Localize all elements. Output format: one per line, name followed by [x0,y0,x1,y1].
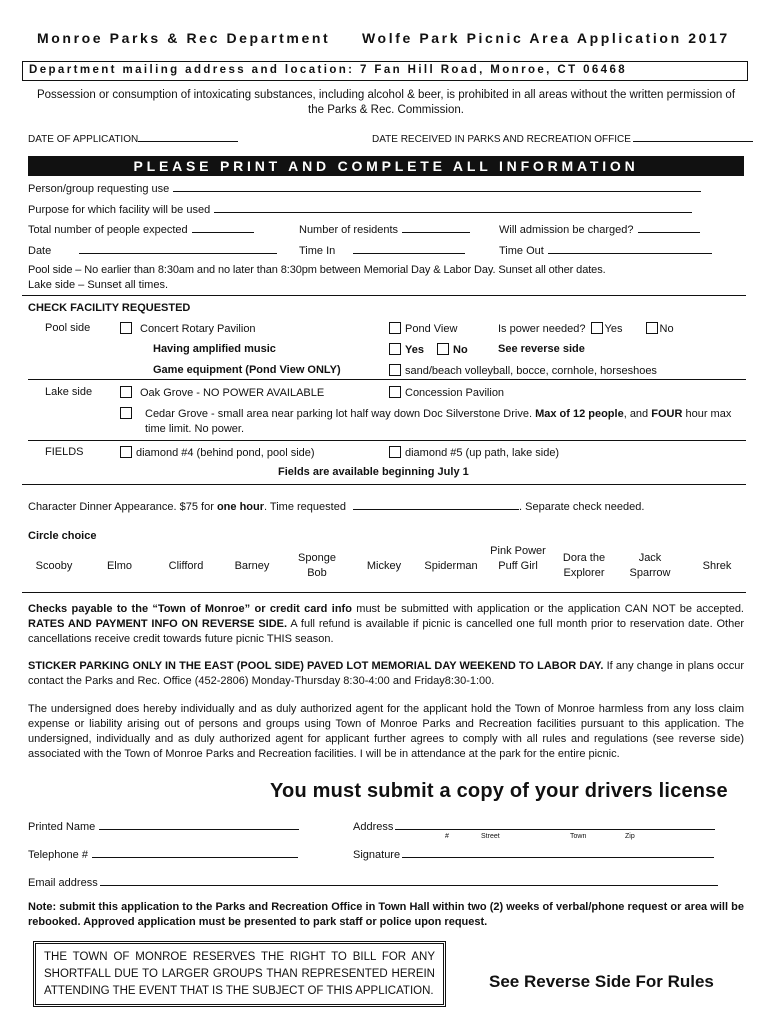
printed-name-field[interactable] [99,819,299,830]
fields-availability-note: Fields are available beginning July 1 [278,466,469,478]
amplified-yes-checkbox[interactable] [389,343,401,355]
residents-label: Number of residents [299,224,399,236]
diamond5-option[interactable] [389,446,559,459]
divider-character [22,484,746,485]
character-line [28,499,644,513]
power-question [498,322,674,335]
person-field[interactable] [173,181,701,192]
amplified-no-checkbox[interactable] [437,343,449,355]
choice-jack-sparrow[interactable]: Jack Sparrow [629,552,671,579]
address-street: Street [481,833,500,840]
sand-checkbox[interactable] [389,364,401,376]
purpose-field[interactable] [214,202,692,213]
concession-checkbox[interactable] [389,386,401,398]
admission-field[interactable] [638,222,700,233]
diamond5-checkbox[interactable] [389,446,401,458]
reserve-box [33,941,446,1007]
alcohol-notice: Possession or consumption of intoxicating substances, including alcohol & beer, is prohibited in all areas without the written permission of the Parks & Rec. Commission. [36,89,736,116]
time-out-field[interactable] [548,243,712,254]
residents-row [299,222,470,236]
choice-sponge-bob[interactable]: Sponge Bob [298,552,336,579]
purpose-label: Purpose for which facility will be used [28,204,211,216]
time-in-field[interactable] [353,243,465,254]
character-one-hour: one hour [216,501,265,513]
sticker-contact: If any change in plans occur contact the Parks and Rec. Office (452-2806) Monday-Thursday 8:30-4:00 and Friday8:30-1:00. [28,660,744,687]
choice-shrek[interactable]: Shrek [702,560,732,572]
person-row [28,181,701,195]
date-received-field[interactable] [633,131,753,142]
admission-row [499,222,700,236]
power-no-checkbox[interactable] [646,322,658,334]
choice-dora[interactable]: Dora the Explorer [562,552,606,579]
oak-checkbox[interactable] [120,386,132,398]
amplified-choice [389,343,468,356]
email-label: Email address [28,877,98,889]
oak-option[interactable] [120,386,324,399]
address-town: Town [570,833,587,840]
pond-view-option[interactable] [389,322,457,335]
circle-choice-heading: Circle choice [28,530,97,542]
see-reverse-side: See reverse side [498,343,585,355]
choice-elmo[interactable]: Elmo [106,560,133,572]
character-time-label: . Time requested [264,501,346,513]
divider-lake [28,379,746,380]
pond-view-checkbox[interactable] [389,322,401,334]
date-of-application [28,131,238,145]
cedar-four: FOUR [651,408,683,420]
admission-label: Will admission be charged? [499,224,634,236]
power-no-label: No [659,323,674,335]
power-yes-checkbox[interactable] [591,322,603,334]
fields-label: FIELDS [45,446,84,458]
checks-paragraph [28,602,744,647]
purpose-row [28,202,692,216]
diamond4-label: diamond #4 (behind pond, pool side) [136,447,315,459]
reverse-side-notice: See Reverse Side For Rules [489,972,714,991]
print-banner [28,156,744,176]
telephone-row [28,847,298,861]
time-in-label: Time In [299,245,336,257]
character-separate-check: . Separate check needed. [519,501,645,513]
cedar-checkbox-wrap[interactable] [120,407,140,420]
department-name: Monroe Parks & Rec Department [37,30,331,46]
form-title: Wolfe Park Picnic Area Application 2017 [362,30,730,46]
choice-scooby[interactable]: Scooby [35,560,73,572]
email-field[interactable] [100,875,718,886]
time-in-row [299,243,465,257]
concession-label: Concession Pavilion [405,387,505,399]
total-row [28,222,254,236]
diamond4-checkbox[interactable] [120,446,132,458]
time-out-row [499,243,712,257]
diamond4-option[interactable] [120,446,315,459]
character-time-field[interactable] [353,499,519,510]
date-label: Date [28,245,52,257]
cedar-limit: hour max time limit. No power. [145,408,732,435]
game-equipment-label: Game equipment (Pond View ONLY) [153,364,341,376]
checks-refund: A full refund is available if picnic is cancelled one full month prior to reservation date. Other cancellations receive credit towards future picnic THIS season. [28,618,744,645]
pool-side-label: Pool side [45,322,91,334]
telephone-field[interactable] [92,847,298,858]
divider-fields [28,440,746,441]
license-notice: You must submit a copy of your drivers license [270,780,728,802]
cedar-checkbox[interactable] [120,407,132,419]
cedar-label: Cedar Grove - small area near parking lot half way down Doc Silverstone Drive. [145,408,532,420]
signature-label: Signature [353,849,401,861]
address-field[interactable] [395,819,715,830]
pond-view-label: Pond View [405,323,458,335]
undersigned-paragraph: The undersigned does hereby individually and as duly authorized agent for the applicant hold the Town of Monroe harmless from any loss claim expense or liability arising out of persons and groups using Town of Monroe Parks and Recreation facilities pursuant to this application. The undersigned, individually and as duly authorized agent for applicant further agrees to comply with all rules and regulations (see reverse side) associated with the Town of Monroe Parks and Recreation facilities. I will be in attendance at the park for the entire picnic. [28,703,744,760]
reserve-text: THE TOWN OF MONROE RESERVES THE RIGHT TO BILL FOR ANY SHORTFALL DUE TO LARGER GROUPS THAN REPRESENTED HEREIN ATTENDING THE EVENT THAT IS THE SUBJECT OF THIS APPLICATION. [44,951,435,997]
choice-power-puff-girl[interactable]: Pink Power Puff Girl [490,545,546,572]
character-text: Character Dinner Appearance. $75 for [28,501,214,513]
printed-name-label: Printed Name [28,821,96,833]
date-received [372,131,753,145]
time-out-label: Time Out [499,245,544,257]
divider-checks [22,592,746,593]
facility-heading: CHECK FACILITY REQUESTED [28,302,191,314]
concert-label: Concert Rotary Pavilion [140,323,256,335]
choice-barney[interactable]: Barney [234,560,270,572]
signature-row [353,847,714,861]
address-row [353,819,715,833]
lake-hours: Lake side – Sunset all times. [28,279,169,291]
total-field[interactable] [192,222,254,233]
oak-label: Oak Grove - NO POWER AVAILABLE [140,387,325,399]
address-box [22,61,748,81]
person-label: Person/group requesting use [28,183,170,195]
power-yes-label: Yes [604,323,623,335]
concession-option[interactable] [389,386,504,399]
date-received-label: DATE RECEIVED IN PARKS AND RECREATION OFFICE [372,134,631,145]
sand-label: sand/beach volleyball, bocce, cornhole, horseshoes [405,365,657,377]
date-row [28,243,277,257]
concert-checkbox[interactable] [120,322,132,334]
address-zip: Zip [625,833,635,840]
choice-clifford[interactable]: Clifford [168,560,204,572]
address-hash: # [445,833,449,840]
lake-side-label: Lake side [45,386,93,398]
mailing-address: Department mailing address and location: 7 Fan Hill Road, Monroe, CT 06468 [29,64,628,76]
diamond5-label: diamond #5 (up path, lake side) [405,447,560,459]
date-field[interactable] [79,243,277,254]
cedar-text [145,407,745,437]
pool-hours: Pool side – No earlier than 8:30am and no later than 8:30pm between Memorial Day & Labor Day. Sunset all other dates. [28,264,606,276]
cedar-and: , and [623,408,649,420]
amplified-music-label: Having amplified music [153,343,276,355]
total-label: Total number of people expected [28,224,188,236]
address-label: Address [353,821,394,833]
amplified-no-label: No [453,344,468,356]
signature-field[interactable] [402,847,714,858]
sticker-paragraph [28,659,744,689]
date-of-application-field[interactable] [138,131,238,142]
power-question-label: Is power needed? [498,323,586,335]
date-of-application-label: DATE OF APPLICATION [28,134,139,145]
printed-name-row [28,819,299,833]
sand-option[interactable] [389,364,657,377]
divider-top [22,295,746,296]
telephone-label: Telephone # [28,849,88,861]
cedar-max: Max of 12 people [535,408,624,420]
amplified-yes-label: Yes [405,344,424,356]
choice-mickey[interactable]: Mickey [366,560,402,572]
print-banner-text: PLEASE PRINT AND COMPLETE ALL INFORMATION [133,158,639,174]
checks-payable: Checks payable to the “Town of Monroe” or credit card info [28,603,352,615]
checks-must-submit: must be submitted with application or the application CAN NOT be accepted. [351,603,744,615]
choice-spiderman[interactable]: Spiderman [424,560,478,572]
email-row [28,875,718,889]
residents-field[interactable] [402,222,470,233]
submission-note: Note: submit this application to the Parks and Recreation Office in Town Hall within two (2) weeks of verbal/phone request or area will be rebooked. Approved application must be presented to park staff or police upon request. [28,901,744,928]
sticker-parking: STICKER PARKING ONLY IN THE EAST (POOL SIDE) PAVED LOT MEMORIAL DAY WEEKEND TO LABOR DAY. [28,660,604,672]
checks-rates: RATES AND PAYMENT INFO ON REVERSE SIDE. [28,618,288,630]
concert-option[interactable] [120,322,256,335]
